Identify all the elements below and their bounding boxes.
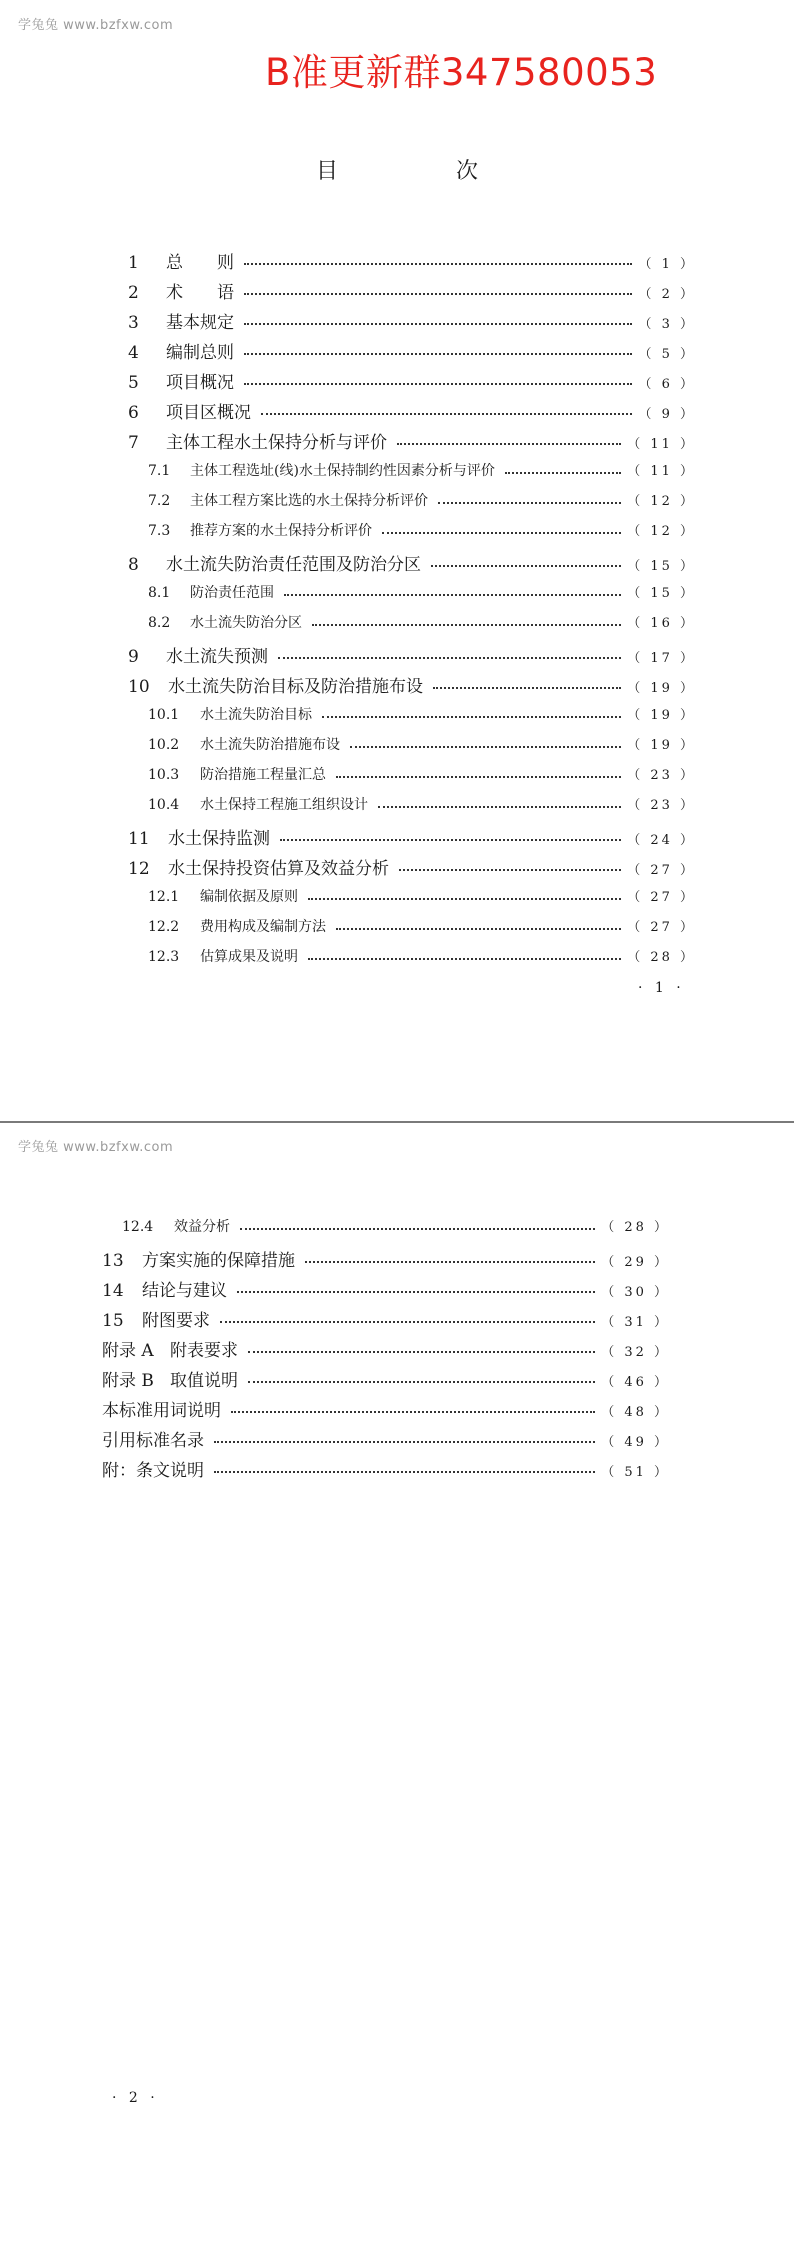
toc-leader-dots [336, 776, 621, 778]
toc-leader-dots [244, 293, 632, 295]
toc-entry-page: （ 11 ） [627, 437, 696, 452]
toc-entry-page: （ 46 ） [601, 1375, 670, 1390]
toc-leader-dots [244, 263, 632, 265]
toc-leader-dots [397, 443, 621, 445]
toc-entry-label: 水土保持工程施工组织设计 [200, 797, 368, 813]
toc-entry-label: 本标准用词说明 [102, 1401, 221, 1421]
toc-entry[interactable] [128, 854, 696, 879]
toc-leader-dots [431, 565, 621, 567]
toc-leader-dots [220, 1321, 595, 1323]
toc-entry-number: 10.3 [148, 767, 180, 783]
toc-leader-dots [308, 958, 621, 960]
toc-entry-number: 7.3 [148, 523, 171, 539]
toc-entry-label: 水土保持投资估算及效益分析 [168, 859, 389, 879]
toc-leader-dots [336, 928, 621, 930]
toc-entry[interactable] [128, 308, 696, 333]
toc-entry-number: 7 [128, 433, 139, 453]
toc-entry-page: （ 27 ） [627, 890, 696, 905]
toc-entry[interactable] [128, 428, 696, 453]
toc-entry-page: （ 29 ） [601, 1255, 670, 1270]
toc-entry[interactable] [102, 1306, 670, 1331]
toc-entry-number: 12 [128, 859, 150, 879]
toc-entry[interactable] [128, 368, 696, 393]
page-title: 目 次 [315, 159, 526, 184]
toc-entry-number: 2 [128, 283, 139, 303]
toc-entry-page: （ 12 ） [627, 524, 696, 539]
toc-entry-label: 防治措施工程量汇总 [200, 767, 326, 783]
toc-leader-dots [399, 869, 621, 871]
toc-leader-dots [231, 1411, 595, 1413]
toc-leader-dots [284, 594, 621, 596]
toc-entry[interactable] [102, 1366, 670, 1391]
toc-subentry[interactable] [148, 490, 696, 510]
toc-leader-dots [350, 746, 621, 748]
toc-entry-label: 主体工程方案比选的水土保持分析评价 [190, 493, 428, 509]
toc-subentry[interactable] [148, 582, 696, 602]
toc-entry-label: 水土流失防治措施布设 [200, 737, 340, 753]
toc-subentry[interactable] [148, 916, 696, 936]
toc-entry[interactable] [128, 642, 696, 667]
toc-entry[interactable] [128, 672, 696, 697]
toc-entry-number: 8 [128, 555, 139, 575]
toc-entry-label: 附图要求 [142, 1311, 210, 1331]
toc-entry[interactable] [128, 550, 696, 575]
toc-entry-label: 防治责任范围 [190, 585, 274, 601]
toc-entry-page: （ 5 ） [638, 347, 696, 362]
toc-leader-dots [305, 1261, 595, 1263]
toc-entry-page: （ 19 ） [627, 738, 696, 753]
toc-subentry[interactable] [148, 704, 696, 724]
toc-entry-label: 结论与建议 [142, 1281, 227, 1301]
toc-leader-dots [278, 657, 621, 659]
toc-entry-page: （ 16 ） [627, 616, 696, 631]
toc-entry-number: 7.1 [148, 463, 171, 479]
toc-leader-dots [244, 383, 632, 385]
toc-entry-number: 12.1 [148, 889, 180, 905]
toc-leader-dots [308, 898, 621, 900]
toc-entry-page: （ 27 ） [627, 863, 696, 878]
toc-entry-page: （ 30 ） [601, 1285, 670, 1300]
toc-subentry[interactable] [148, 520, 696, 540]
toc-entry-number: 10.2 [148, 737, 180, 753]
toc-leader-dots [433, 687, 621, 689]
toc-entry-page: （ 9 ） [638, 407, 696, 422]
toc-entry-page: （ 3 ） [638, 317, 696, 332]
toc-leader-dots [438, 502, 621, 504]
toc-entry-page: （ 23 ） [627, 768, 696, 783]
page-number: · 1 · [638, 980, 685, 996]
toc-entry-number: 10 [128, 677, 150, 697]
toc-entry-number: 附录 A [102, 1341, 154, 1361]
toc-leader-dots [378, 806, 621, 808]
toc-entry-number: 10.4 [148, 797, 180, 813]
toc-entry-label: 水土流失防治责任范围及防治分区 [166, 555, 421, 575]
toc-entry-number: 13 [102, 1251, 124, 1271]
toc-entry-number: 12.3 [148, 949, 180, 965]
toc-leader-dots [312, 624, 621, 626]
toc-subentry[interactable] [148, 764, 696, 784]
toc-entry-page: （ 11 ） [627, 464, 696, 479]
toc-entry-label: 项目区概况 [166, 403, 251, 423]
toc-subentry[interactable] [148, 734, 696, 754]
toc-entry[interactable] [102, 1396, 670, 1421]
toc-leader-dots [382, 532, 621, 534]
toc-entry-label: 基本规定 [166, 313, 234, 333]
toc-entry-page: （ 49 ） [601, 1435, 670, 1450]
toc-entry-number: 5 [128, 373, 139, 393]
toc-entry-label: 费用构成及编制方法 [200, 919, 326, 935]
toc-entry-number: 附录 B [102, 1371, 154, 1391]
watermark: 学兔兔 www.bzfxw.com [18, 1140, 174, 1155]
toc-entry-number: 7.2 [148, 493, 171, 509]
toc-entry-number: 6 [128, 403, 139, 423]
toc-entry[interactable] [102, 1336, 670, 1361]
toc-entry-label: 推荐方案的水土保持分析评价 [190, 523, 372, 539]
toc-entry-number: 12.2 [148, 919, 180, 935]
toc-entry[interactable] [102, 1246, 670, 1271]
toc-entry-number: 1 [128, 253, 139, 273]
toc-entry-page: （ 48 ） [601, 1405, 670, 1420]
toc-leader-dots [505, 472, 621, 474]
toc-entry-number: 14 [102, 1281, 124, 1301]
toc-entry-label: 方案实施的保障措施 [142, 1251, 295, 1271]
toc-entry-page: （ 6 ） [638, 377, 696, 392]
toc-entry-label: 水土流失预测 [166, 647, 268, 667]
toc-entry[interactable] [128, 824, 696, 849]
toc-entry-number: 10.1 [148, 707, 180, 723]
toc-entry[interactable] [102, 1456, 670, 1481]
toc-entry-page: （ 28 ） [627, 950, 696, 965]
toc-entry-label: 水土保持监测 [168, 829, 270, 849]
toc-entry-page: （ 23 ） [627, 798, 696, 813]
toc-entry-page: （ 32 ） [601, 1345, 670, 1360]
toc-subentry[interactable] [148, 794, 696, 814]
toc-leader-dots [280, 839, 621, 841]
page-number: · 2 · [112, 2090, 159, 2106]
toc-entry[interactable] [128, 278, 696, 303]
toc-leader-dots [248, 1351, 595, 1353]
toc-subentry[interactable] [148, 460, 696, 480]
toc-entry-label: 引用标准名录 [102, 1431, 204, 1451]
toc-leader-dots [237, 1291, 595, 1293]
toc-entry-label: 术 语 [166, 283, 234, 303]
toc-entry-page: （ 12 ） [627, 494, 696, 509]
toc-entry-page: （ 1 ） [638, 257, 696, 272]
toc-entry-number: 12.4 [122, 1219, 154, 1235]
toc-entry-page: （ 27 ） [627, 920, 696, 935]
toc-entry-label: 水土流失防治目标及防治措施布设 [168, 677, 423, 697]
toc-entry-page: （ 15 ） [627, 559, 696, 574]
toc-entry-label: 附表要求 [170, 1341, 238, 1361]
toc-leader-dots [244, 323, 632, 325]
toc-entry-number: 15 [102, 1311, 124, 1331]
toc-leader-dots [261, 413, 632, 415]
toc-entry[interactable] [102, 1426, 670, 1451]
toc-subentry[interactable] [122, 1216, 670, 1236]
toc-leader-dots [322, 716, 621, 718]
toc-entry-number: 4 [128, 343, 139, 363]
toc-leader-dots [214, 1441, 595, 1443]
toc-entry-label: 水土流失防治分区 [190, 615, 302, 631]
toc-entry-label: 总 则 [166, 253, 234, 273]
toc-entry-page: （ 19 ） [627, 681, 696, 696]
toc-entry-number: 8.1 [148, 585, 171, 601]
toc-subentry[interactable] [148, 886, 696, 906]
toc-entry-page: （ 17 ） [627, 651, 696, 666]
toc-entry[interactable] [128, 398, 696, 423]
toc-entry-number: 8.2 [148, 615, 171, 631]
page-divider [0, 1121, 794, 1123]
toc-page-2 [0, 1124, 794, 2245]
toc-entry-label: 效益分析 [174, 1219, 230, 1235]
toc-entry-page: （ 28 ） [601, 1220, 670, 1235]
toc-entry-page: （ 31 ） [601, 1315, 670, 1330]
toc-entry[interactable] [102, 1276, 670, 1301]
toc-entry[interactable] [128, 338, 696, 363]
toc-leader-dots [244, 353, 632, 355]
toc-entry-label: 编制依据及原则 [200, 889, 298, 905]
toc-entry-page: （ 19 ） [627, 708, 696, 723]
toc-entry-label: 主体工程选址(线)水土保持制约性因素分析与评价 [190, 463, 495, 479]
toc-entry-page: （ 51 ） [601, 1465, 670, 1480]
toc-entry-label: 主体工程水土保持分析与评价 [166, 433, 387, 453]
toc-entry[interactable] [128, 248, 696, 273]
toc-entry-page: （ 2 ） [638, 287, 696, 302]
toc-leader-dots [214, 1471, 595, 1473]
toc-entry-number: 9 [128, 647, 139, 667]
watermark: 学兔兔 www.bzfxw.com [18, 18, 174, 33]
toc-entry-label: 取值说明 [170, 1371, 238, 1391]
group-banner: B准更新群347580053 [265, 51, 658, 94]
toc-subentry[interactable] [148, 946, 696, 966]
toc-entry-page: （ 15 ） [627, 586, 696, 601]
toc-entry-label: 编制总则 [166, 343, 234, 363]
toc-entry-label: 水土流失防治目标 [200, 707, 312, 723]
toc-entry-label: 估算成果及说明 [200, 949, 298, 965]
toc-entry-page: （ 24 ） [627, 833, 696, 848]
toc-entry-number: 11 [128, 829, 150, 849]
toc-entry-label: 项目概况 [166, 373, 234, 393]
toc-subentry[interactable] [148, 612, 696, 632]
toc-leader-dots [248, 1381, 595, 1383]
toc-entry-label: 附：条文说明 [102, 1461, 204, 1481]
toc-leader-dots [240, 1228, 595, 1230]
toc-entry-number: 3 [128, 313, 139, 333]
